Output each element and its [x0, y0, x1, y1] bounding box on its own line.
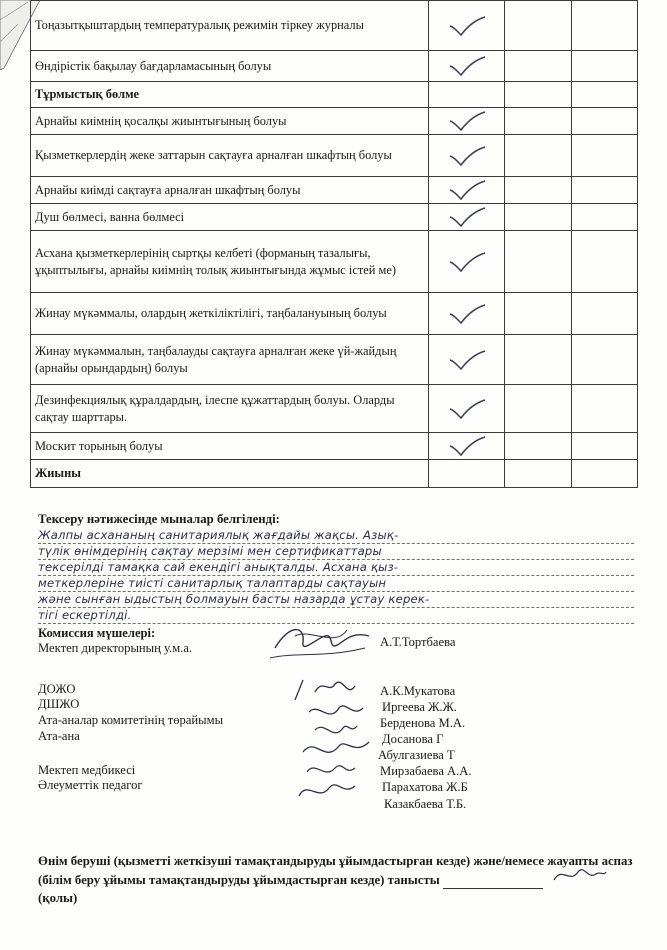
commission-role: ДШЖО — [38, 697, 80, 711]
check-mark-icon — [447, 110, 487, 132]
check-mark-icon — [447, 206, 487, 228]
findings-label: Тексеру нәтижесінде мыналар белгіленді: — [38, 512, 280, 526]
criterion-text: Жинау мүкәммалын, таңбалауды сақтауға арналған жеке үй-жайдың (арнайы орындардың) болуы — [31, 335, 429, 385]
check-mark-icon — [447, 55, 487, 77]
empty-cell — [505, 82, 571, 108]
commission-member-name: Досанова Г — [382, 732, 444, 746]
check-mark-icon — [447, 15, 487, 37]
empty-cell — [505, 177, 571, 204]
check-mark-icon — [447, 179, 487, 201]
criterion-text: Асхана қызметкерлерінің сыртқы келбеті (форманың тазалығы, ұқыптылығы, арнайы киімнің толық жиынтығында жұмыс істей ме) — [31, 231, 429, 293]
empty-cell — [505, 51, 571, 82]
check-mark-icon — [447, 398, 487, 420]
handwritten-line: Жалпы асхананың санитариялық жағдайы жақсы. Азық- — [38, 528, 399, 542]
empty-cell — [571, 385, 637, 433]
director-signature — [265, 618, 375, 666]
empty-cell — [571, 51, 637, 82]
check-cell — [428, 51, 505, 82]
table-row — [31, 433, 638, 460]
empty-cell — [505, 135, 571, 177]
check-cell — [428, 108, 505, 135]
director-label: Мектеп директорының у.м.а. — [38, 641, 193, 655]
table-row — [31, 204, 638, 231]
check-cell — [428, 135, 505, 177]
empty-cell — [571, 460, 637, 488]
empty-cell — [571, 433, 637, 460]
check-cell — [428, 82, 505, 108]
commission-role: Мектеп медбикесі — [38, 763, 136, 777]
handwritten-line: түлік өнімдерінің сақтау мерзімі мен сертификаттары — [38, 544, 382, 558]
table-row — [31, 177, 638, 204]
criterion-text: Өндірістік бақылау бағдарламасының болуы — [31, 51, 429, 82]
criterion-text: Жиыны — [31, 460, 429, 488]
handwritten-line: тігі ескертілді. — [38, 608, 132, 622]
empty-cell — [505, 460, 571, 488]
empty-cell — [571, 82, 637, 108]
commission-member-name: А.К.Мукатова — [380, 684, 456, 698]
commission-member-name: Берденова М.А. — [380, 716, 466, 730]
commission-role: Ата-ана — [38, 729, 80, 743]
handwritten-line: меткерлеріне тиісті санитарлық талаптарды сақтауын — [38, 576, 387, 590]
commission-member-name: Казакбаева Т.Б. — [384, 797, 467, 811]
criterion-text: Тоңазытқыштардың температуралық режимін тіркеу журналы — [31, 1, 429, 51]
criterion-text: Москит торының болуы — [31, 433, 429, 460]
check-cell — [428, 177, 505, 204]
empty-cell — [571, 335, 637, 385]
empty-cell — [571, 177, 637, 204]
criterion-text: Душ бөлмесі, ванна бөлмесі — [31, 204, 429, 231]
check-cell — [428, 204, 505, 231]
commission-role: ДОЖО — [38, 682, 76, 696]
section-row — [31, 82, 638, 108]
table-row — [31, 231, 638, 293]
check-cell — [428, 385, 505, 433]
commission-signatures — [285, 672, 380, 807]
empty-cell — [505, 231, 571, 293]
empty-cell — [505, 293, 571, 335]
table-row — [31, 51, 638, 82]
empty-cell — [505, 204, 571, 231]
commission-role: Әлеуметтік педагог — [38, 778, 143, 792]
check-cell — [428, 231, 505, 293]
checklist-table — [30, 0, 638, 488]
table-row — [31, 1, 638, 51]
check-cell — [428, 460, 505, 488]
table-row — [31, 385, 638, 433]
section-row — [31, 460, 638, 488]
criterion-text: Арнайы киімді сақтауға арналған шкафтың болуы — [31, 177, 429, 204]
empty-cell — [571, 135, 637, 177]
footer-text: Өнім беруші (қызметті жеткізуші тамақтандыруды ұйымдастырған кезде) және/немесе жауапты аспаз (білім беру ұйымы тамақтандыруды ұйымдастырған кезде) танысты — [38, 854, 633, 887]
empty-cell — [505, 1, 571, 51]
commission-role: Ата-аналар комитетінің төрайымы — [38, 713, 224, 727]
criterion-text: Тұрмыстық бөлме — [31, 82, 429, 108]
commission-member-name: Абулгазиева Т — [378, 748, 455, 762]
empty-cell — [571, 231, 637, 293]
empty-cell — [571, 293, 637, 335]
table-row — [31, 108, 638, 135]
empty-cell — [505, 385, 571, 433]
criterion-text: Арнайы киімнің қосалқы жиынтығының болуы — [31, 108, 429, 135]
director-name: А.Т.Тортбаева — [380, 635, 456, 649]
commission-member-name: Мирзабаева А.А. — [380, 764, 472, 778]
commission-member-name: Иргеева Ж.Ж. — [382, 700, 457, 714]
table-row — [31, 293, 638, 335]
check-mark-icon — [447, 303, 487, 325]
check-mark-icon — [447, 145, 487, 167]
criterion-text: Дезинфекциялық құралдардың, ілеспе құжаттардың болуы. Оларды сақтау шарттары. — [31, 385, 429, 433]
criterion-text: Қызметкерлердің жеке заттарын сақтауға арналған шкафтың болуы — [31, 135, 429, 177]
empty-cell — [571, 204, 637, 231]
check-mark-icon — [447, 349, 487, 371]
commission-label: Комиссия мүшелері: — [38, 626, 156, 640]
handwritten-line: тексерілді тамақка сай екендігі анықталды. Асхана қыз- — [38, 560, 399, 574]
check-cell — [428, 1, 505, 51]
table-row — [31, 135, 638, 177]
check-cell — [428, 293, 505, 335]
empty-cell — [505, 108, 571, 135]
footer-signature — [548, 862, 608, 888]
check-mark-icon — [447, 435, 487, 457]
empty-cell — [571, 1, 637, 51]
commission-member-name: Парахатова Ж.Б — [382, 780, 468, 794]
criterion-text: Жинау мүкәммалы, олардың жеткіліктілігі, таңбалануының болуы — [31, 293, 429, 335]
empty-cell — [571, 108, 637, 135]
footer-sign-label: (қолы) — [38, 891, 78, 906]
table-row — [31, 335, 638, 385]
check-mark-icon — [447, 251, 487, 273]
check-cell — [428, 433, 505, 460]
empty-cell — [505, 335, 571, 385]
check-cell — [428, 335, 505, 385]
handwritten-line: және сынған ыдыстың болмауын басты назарда ұстау керек- — [38, 592, 430, 606]
empty-cell — [505, 433, 571, 460]
signature-line — [443, 888, 543, 889]
